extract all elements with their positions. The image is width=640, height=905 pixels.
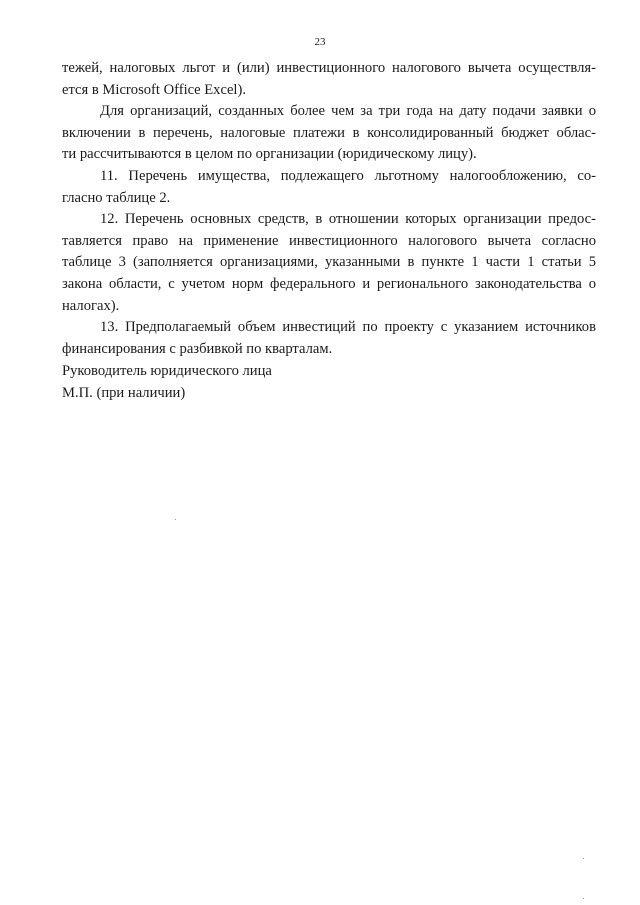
paragraph-continuation <box>62 58 596 101</box>
paragraph-item-13 <box>62 317 596 360</box>
text-line: тавляется право на применение инвестиционного налогового вычета согласно <box>62 232 596 249</box>
signature-role: Руководитель юридического лица <box>62 363 272 379</box>
seal-note: М.П. (при наличии) <box>62 384 186 401</box>
text-line: Для организаций, созданных более чем за три года на дату подачи заявки о <box>100 103 596 120</box>
text-line: налогах). <box>62 297 120 314</box>
text-line: финансирования с разбивкой по кварталам. <box>62 340 333 357</box>
paragraph-tax-payments <box>62 101 596 166</box>
text-line: ти рассчитываются в целом по организации (юридическому лицу). <box>62 146 477 163</box>
text-line: таблице 3 (заполняется организациями, указанными в пункте 1 части 1 статьи 5 <box>62 254 596 271</box>
paragraph-item-12 <box>62 209 596 317</box>
text-line: тежей, налоговых льгот и (или) инвестиционного налогового вычета осуществля- <box>62 60 596 76</box>
text-line: 13. Предполагаемый объем инвестиций по проекту с указанием источников <box>100 319 596 336</box>
document-body <box>62 58 596 360</box>
text-line: закона области, с учетом норм федерального и регионального законодательства о <box>62 275 596 292</box>
text-line: 12. Перечень основных средств, в отношении которых организации предос- <box>100 211 596 228</box>
text-line: включении в перечень, налоговые платежи в консолидированный бюджет облас- <box>62 124 596 141</box>
paragraph-item-11 <box>62 166 596 209</box>
page-number: 23 <box>314 36 326 48</box>
scan-speck <box>583 858 584 859</box>
scan-speck <box>175 519 176 520</box>
text-line: 11. Перечень имущества, подлежащего льготному налогообложению, со- <box>100 167 596 184</box>
scan-speck <box>583 898 584 899</box>
text-line: ется в Microsoft Office Excel). <box>62 81 246 98</box>
text-line: гласно таблице 2. <box>62 189 171 206</box>
signature-block <box>62 361 272 404</box>
